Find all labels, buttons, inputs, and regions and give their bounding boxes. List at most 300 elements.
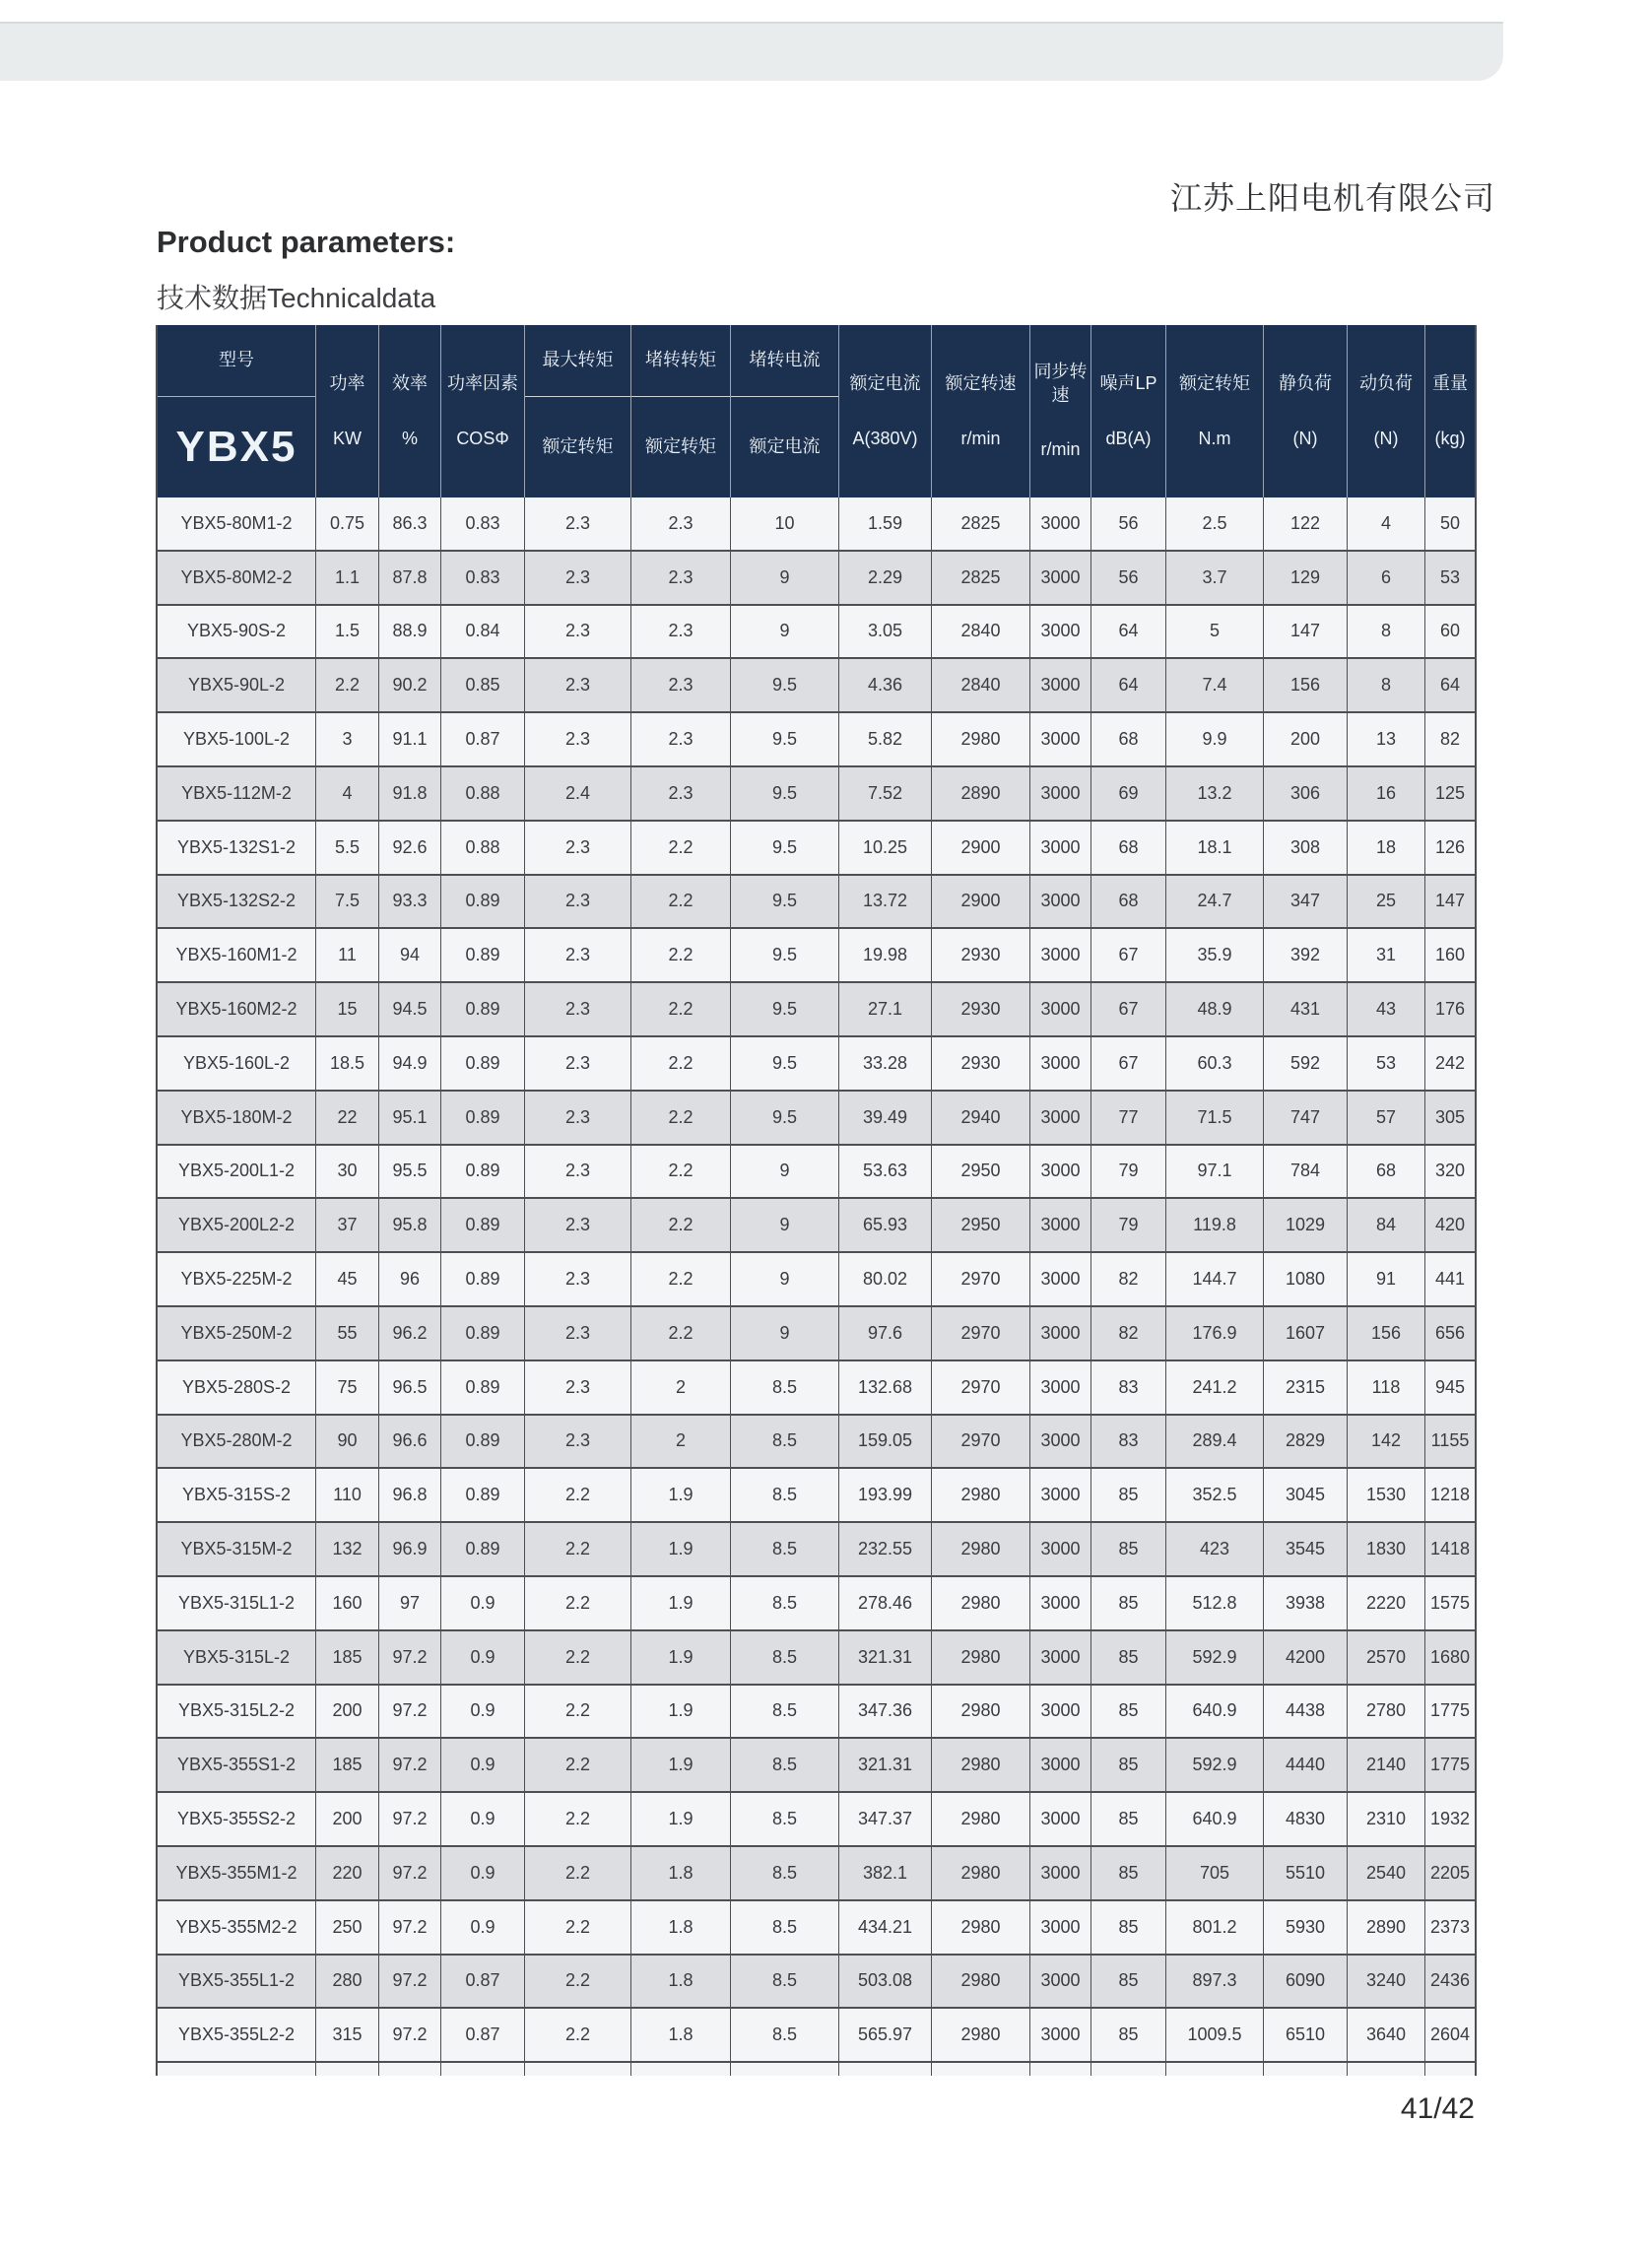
value-cell: 784 <box>1264 1146 1348 1198</box>
cut-cell <box>1425 2063 1475 2076</box>
value-cell: 159.05 <box>839 1416 932 1468</box>
value-cell: 2 <box>631 1416 731 1468</box>
value-cell: 592.9 <box>1166 1739 1264 1791</box>
value-cell: 3000 <box>1030 1847 1091 1899</box>
value-cell: 423 <box>1166 1523 1264 1575</box>
value-cell: 2.2 <box>631 1253 731 1305</box>
value-cell: 9.5 <box>731 713 839 765</box>
value-cell: 9 <box>731 1199 839 1251</box>
value-cell: 3000 <box>1030 1686 1091 1738</box>
value-cell: 2.2 <box>525 1793 631 1845</box>
value-cell: 1607 <box>1264 1307 1348 1360</box>
value-cell: 56 <box>1091 497 1166 550</box>
value-cell: 50 <box>1439 512 1461 533</box>
value-cell: 55 <box>316 1307 379 1360</box>
value-cell: 2 <box>631 1361 731 1414</box>
value-cell: 3000 <box>1030 1901 1091 1954</box>
value-cell: 1680 <box>1429 1646 1471 1667</box>
value-cell: 8.5 <box>731 1361 839 1414</box>
value-cell: 5930 <box>1264 1901 1348 1954</box>
value-cell: 3000 <box>1030 1199 1091 1251</box>
value-cell: 3640 <box>1348 2009 1425 2061</box>
table-row <box>158 767 1475 822</box>
value-cell: 2840 <box>932 659 1030 711</box>
company-name: 江苏上阳电机有限公司 <box>1169 180 1495 216</box>
value-cell: 2890 <box>932 767 1030 820</box>
model-cell: YBX5-100L-2 <box>158 713 316 765</box>
value-cell: 48.9 <box>1166 983 1264 1035</box>
value-cell: 2.2 <box>631 1092 731 1144</box>
value-cell: 3045 <box>1264 1469 1348 1521</box>
value-cell: 0.88 <box>441 767 525 820</box>
header-bottom-label: (N) <box>1292 428 1318 448</box>
value-cell: 5510 <box>1264 1847 1348 1899</box>
value-cell: 200 <box>316 1686 379 1738</box>
value-cell: 2.3 <box>525 983 631 1035</box>
header-top-label: 功率 <box>329 373 365 394</box>
value-cell: 8 <box>1348 606 1425 658</box>
value-cell: 96.2 <box>379 1307 441 1360</box>
value-cell: 110 <box>316 1469 379 1521</box>
value-cell: 68 <box>1091 822 1166 874</box>
value-cell: 945 <box>1434 1376 1466 1397</box>
value-cell: 220 <box>316 1847 379 1899</box>
header-top-label: 动负荷 <box>1359 373 1413 394</box>
model-cell: YBX5-355L1-2 <box>158 1956 316 2008</box>
value-cell: 97 <box>379 1577 441 1629</box>
model-cell: YBX5-355M1-2 <box>158 1847 316 1899</box>
value-cell: 1830 <box>1348 1523 1425 1575</box>
value-cell: 347.36 <box>839 1686 932 1738</box>
value-cell: 1418 <box>1429 1539 1471 1559</box>
value-cell: 1.8 <box>631 2009 731 2061</box>
header-top-label: 重量 <box>1432 373 1468 394</box>
value-cell: 2.3 <box>631 552 731 604</box>
value-cell: 2780 <box>1348 1686 1425 1738</box>
value-cell: 96 <box>379 1253 441 1305</box>
value-cell: 9.5 <box>731 929 839 981</box>
value-cell: 83 <box>1091 1416 1166 1468</box>
value-cell: 2.3 <box>525 659 631 711</box>
value-cell: 3240 <box>1348 1956 1425 2008</box>
model-cell: YBX5-180M-2 <box>158 1092 316 1144</box>
value-cell: 0.83 <box>441 552 525 604</box>
cut-cell <box>839 2063 932 2076</box>
value-cell: 1.9 <box>631 1469 731 1521</box>
value-cell: 2.3 <box>525 1199 631 1251</box>
value-cell: 2.5 <box>1166 497 1264 550</box>
value-cell: 79 <box>1091 1199 1166 1251</box>
header-model-series: YBX5 <box>175 423 297 472</box>
value-cell: 91.8 <box>379 767 441 820</box>
value-cell: 2970 <box>932 1307 1030 1360</box>
header-top-label: 噪声LP <box>1099 373 1157 394</box>
value-cell: 4 <box>316 767 379 820</box>
value-cell: 2.3 <box>631 713 731 765</box>
value-cell: 31 <box>1348 929 1425 981</box>
value-cell: 97.1 <box>1166 1146 1264 1198</box>
value-cell: 25 <box>1348 876 1425 928</box>
value-cell: 0.83 <box>441 497 525 550</box>
value-cell: 80.02 <box>839 1253 932 1305</box>
value-cell: 242 <box>1434 1052 1466 1073</box>
value-cell: 2829 <box>1264 1416 1348 1468</box>
value-cell: 232.55 <box>839 1523 932 1575</box>
value-cell: 156 <box>1264 659 1348 711</box>
header-col-9 <box>1030 325 1091 497</box>
value-cell: 2.2 <box>525 1847 631 1899</box>
model-cell: YBX5-355S2-2 <box>158 1793 316 1845</box>
value-cell: 0.9 <box>441 1901 525 1954</box>
table-row <box>158 1037 1475 1092</box>
value-cell: 13 <box>1348 713 1425 765</box>
value-cell: 122 <box>1264 497 1348 550</box>
value-cell: 289.4 <box>1166 1416 1264 1468</box>
value-cell: 160 <box>316 1577 379 1629</box>
value-cell: 1.9 <box>631 1793 731 1845</box>
table-row <box>158 1146 1475 1200</box>
value-cell: 2980 <box>932 1739 1030 1791</box>
value-cell: 0.89 <box>441 1307 525 1360</box>
header-col-1 <box>316 325 379 497</box>
value-cell: 2.2 <box>316 659 379 711</box>
value-cell: 1775 <box>1429 1755 1471 1775</box>
value-cell: 24.7 <box>1166 876 1264 928</box>
value-cell: 0.9 <box>441 1793 525 1845</box>
value-cell: 147 <box>1434 891 1466 911</box>
cut-cell <box>1348 2063 1425 2076</box>
table-row <box>158 1901 1475 1956</box>
value-cell: 2.3 <box>525 552 631 604</box>
header-col-13 <box>1348 325 1425 497</box>
value-cell: 30 <box>316 1146 379 1198</box>
value-cell: 2.2 <box>525 1469 631 1521</box>
value-cell: 3000 <box>1030 552 1091 604</box>
value-cell: 53.63 <box>839 1146 932 1198</box>
value-cell: 2.3 <box>525 1146 631 1198</box>
value-cell: 2980 <box>932 1523 1030 1575</box>
value-cell: 3000 <box>1030 2009 1091 2061</box>
table-body <box>158 497 1475 2063</box>
value-cell: 434.21 <box>839 1901 932 1954</box>
value-cell: 2.2 <box>525 1956 631 2008</box>
value-cell: 94.5 <box>379 983 441 1035</box>
value-cell: 9.5 <box>731 1037 839 1090</box>
value-cell: 321.31 <box>839 1739 932 1791</box>
value-cell: 2315 <box>1264 1361 1348 1414</box>
value-cell: 0.89 <box>441 1253 525 1305</box>
value-cell: 79 <box>1091 1146 1166 1198</box>
value-cell: 392 <box>1264 929 1348 981</box>
value-cell: 2.2 <box>631 1146 731 1198</box>
value-cell: 16 <box>1348 767 1425 820</box>
value-cell: 0.89 <box>441 983 525 1035</box>
value-cell: 2900 <box>932 822 1030 874</box>
value-cell: 90 <box>316 1416 379 1468</box>
value-cell: 747 <box>1264 1092 1348 1144</box>
value-cell: 420 <box>1434 1215 1466 1235</box>
table-row <box>158 983 1475 1037</box>
model-cell: YBX5-250M-2 <box>158 1307 316 1360</box>
value-cell: 200 <box>1264 713 1348 765</box>
value-cell: 5.5 <box>316 822 379 874</box>
value-cell: 3000 <box>1030 1416 1091 1468</box>
value-cell: 640.9 <box>1166 1686 1264 1738</box>
value-cell: 9 <box>731 606 839 658</box>
value-cell: 176.9 <box>1166 1307 1264 1360</box>
header-top-label: 效率 <box>392 373 428 394</box>
value-cell: 10 <box>731 497 839 550</box>
value-cell: 1.9 <box>631 1523 731 1575</box>
value-cell: 60 <box>1439 621 1461 641</box>
value-cell: 68 <box>1348 1146 1425 1198</box>
value-cell: 91.1 <box>379 713 441 765</box>
value-cell: 2950 <box>932 1146 1030 1198</box>
value-cell: 3000 <box>1030 713 1091 765</box>
value-cell: 503.08 <box>839 1956 932 2008</box>
value-cell: 97.2 <box>379 1901 441 1954</box>
value-cell: 45 <box>316 1253 379 1305</box>
model-cell: YBX5-355S1-2 <box>158 1739 316 1791</box>
value-cell: 2.3 <box>631 767 731 820</box>
value-cell: 1009.5 <box>1166 2009 1264 2061</box>
table-header-row <box>158 325 1475 497</box>
value-cell: 2930 <box>932 929 1030 981</box>
value-cell: 3000 <box>1030 1577 1091 1629</box>
value-cell: 97.2 <box>379 1686 441 1738</box>
value-cell: 1.9 <box>631 1739 731 1791</box>
value-cell: 9.5 <box>731 659 839 711</box>
value-cell: 19.98 <box>839 929 932 981</box>
value-cell: 85 <box>1091 1739 1166 1791</box>
header-col-7 <box>839 325 932 497</box>
value-cell: 2.3 <box>631 606 731 658</box>
header-top-label: 静负荷 <box>1279 373 1332 394</box>
value-cell: 0.87 <box>441 713 525 765</box>
value-cell: 280 <box>316 1956 379 2008</box>
value-cell: 1932 <box>1429 1809 1471 1829</box>
value-cell: 8.5 <box>731 1793 839 1845</box>
value-cell: 0.9 <box>441 1631 525 1684</box>
table-row <box>158 1523 1475 1577</box>
header-model-label: 型号 <box>158 325 315 397</box>
header-col-model <box>158 325 316 497</box>
model-cell: YBX5-200L2-2 <box>158 1199 316 1251</box>
value-cell: 9.5 <box>731 876 839 928</box>
model-cell: YBX5-355L2-2 <box>158 2009 316 2061</box>
value-cell: 75 <box>316 1361 379 1414</box>
value-cell: 7.5 <box>316 876 379 928</box>
value-cell: 1.1 <box>316 552 379 604</box>
value-cell: 9 <box>731 1307 839 1360</box>
header-bottom-label: (N) <box>1373 428 1399 448</box>
value-cell: 0.89 <box>441 876 525 928</box>
value-cell: 64 <box>1091 659 1166 711</box>
model-cell: YBX5-112M-2 <box>158 767 316 820</box>
value-cell: 3000 <box>1030 1253 1091 1305</box>
value-cell: 1155 <box>1430 1430 1470 1451</box>
table-row <box>158 1469 1475 1523</box>
value-cell: 87.8 <box>379 552 441 604</box>
value-cell: 3000 <box>1030 1092 1091 1144</box>
value-cell: 68 <box>1091 713 1166 765</box>
value-cell: 4438 <box>1264 1686 1348 1738</box>
value-cell: 9.9 <box>1166 713 1264 765</box>
value-cell: 39.49 <box>839 1092 932 1144</box>
value-cell: 2980 <box>932 1469 1030 1521</box>
model-cell: YBX5-315M-2 <box>158 1523 316 1575</box>
cut-cell <box>316 2063 379 2076</box>
value-cell: 85 <box>1091 1577 1166 1629</box>
page-subtitle: 技术数据Technicaldata <box>157 283 436 313</box>
value-cell: 84 <box>1348 1199 1425 1251</box>
value-cell: 85 <box>1091 1956 1166 2008</box>
value-cell: 85 <box>1091 1901 1166 1954</box>
value-cell: 2950 <box>932 1199 1030 1251</box>
value-cell: 129 <box>1264 552 1348 604</box>
value-cell: 85 <box>1091 2009 1166 2061</box>
value-cell: 3000 <box>1030 1631 1091 1684</box>
table-row <box>158 822 1475 876</box>
value-cell: 565.97 <box>839 2009 932 2061</box>
value-cell: 3938 <box>1264 1577 1348 1629</box>
value-cell: 2436 <box>1429 1970 1471 1991</box>
value-cell: 200 <box>316 1793 379 1845</box>
value-cell: 132 <box>316 1523 379 1575</box>
value-cell: 1.8 <box>631 1956 731 2008</box>
value-cell: 95.8 <box>379 1199 441 1251</box>
value-cell: 2980 <box>932 1577 1030 1629</box>
value-cell: 2825 <box>932 497 1030 550</box>
header-bottom-label: r/min <box>960 428 1001 448</box>
value-cell: 2.3 <box>525 713 631 765</box>
value-cell: 2980 <box>932 713 1030 765</box>
value-cell: 85 <box>1091 1686 1166 1738</box>
value-cell: 8.5 <box>731 1577 839 1629</box>
value-cell: 2205 <box>1429 1862 1471 1883</box>
cut-cell <box>731 2063 839 2076</box>
value-cell: 85 <box>1091 1469 1166 1521</box>
header-bottom-label: KW <box>333 428 362 448</box>
value-cell: 3545 <box>1264 1523 1348 1575</box>
value-cell: 18 <box>1348 822 1425 874</box>
model-cell: YBX5-132S1-2 <box>158 822 316 874</box>
value-cell: 2.2 <box>525 1577 631 1629</box>
value-cell: 2.2 <box>525 1686 631 1738</box>
value-cell: 85 <box>1091 1847 1166 1899</box>
value-cell: 315 <box>316 2009 379 2061</box>
header-bottom-label: COSΦ <box>456 428 509 448</box>
value-cell: 56 <box>1091 552 1166 604</box>
value-cell: 94.9 <box>379 1037 441 1090</box>
value-cell: 27.1 <box>839 983 932 1035</box>
value-cell: 193.99 <box>839 1469 932 1521</box>
value-cell: 3.7 <box>1166 552 1264 604</box>
value-cell: 3000 <box>1030 1739 1091 1791</box>
value-cell: 8.5 <box>731 1416 839 1468</box>
cut-cell <box>441 2063 525 2076</box>
header-bottom-label: 额定电流 <box>749 436 821 457</box>
value-cell: 132.68 <box>839 1361 932 1414</box>
value-cell: 320 <box>1434 1161 1466 1181</box>
value-cell: 241.2 <box>1166 1361 1264 1414</box>
value-cell: 2.2 <box>631 876 731 928</box>
value-cell: 308 <box>1264 822 1348 874</box>
value-cell: 2.3 <box>525 1307 631 1360</box>
value-cell: 9.5 <box>731 822 839 874</box>
value-cell: 2840 <box>932 606 1030 658</box>
value-cell: 801.2 <box>1166 1901 1264 1954</box>
value-cell: 3000 <box>1030 659 1091 711</box>
value-cell: 2.3 <box>525 1253 631 1305</box>
value-cell: 2.2 <box>525 1901 631 1954</box>
table-row <box>158 1631 1475 1686</box>
value-cell: 2970 <box>932 1253 1030 1305</box>
value-cell: 7.4 <box>1166 659 1264 711</box>
value-cell: 118 <box>1348 1361 1425 1414</box>
value-cell: 96.9 <box>379 1523 441 1575</box>
value-cell: 278.46 <box>839 1577 932 1629</box>
value-cell: 83 <box>1091 1361 1166 1414</box>
value-cell: 2890 <box>1348 1901 1425 1954</box>
value-cell: 8.5 <box>731 1523 839 1575</box>
value-cell: 7.52 <box>839 767 932 820</box>
value-cell: 0.85 <box>441 659 525 711</box>
header-col-10 <box>1091 325 1166 497</box>
value-cell: 3000 <box>1030 1146 1091 1198</box>
value-cell: 77 <box>1091 1092 1166 1144</box>
value-cell: 347.37 <box>839 1793 932 1845</box>
value-cell: 126 <box>1434 836 1466 857</box>
value-cell: 0.89 <box>441 1523 525 1575</box>
value-cell: 0.87 <box>441 1956 525 2008</box>
value-cell: 512.8 <box>1166 1577 1264 1629</box>
table-row <box>158 1199 1475 1253</box>
value-cell: 0.89 <box>441 1469 525 1521</box>
value-cell: 2.3 <box>525 929 631 981</box>
value-cell: 1.8 <box>631 1847 731 1899</box>
value-cell: 2980 <box>932 1631 1030 1684</box>
table-row <box>158 1416 1475 1470</box>
value-cell: 85 <box>1091 1631 1166 1684</box>
header-col-5 <box>631 325 731 497</box>
table-row <box>158 659 1475 713</box>
header-bottom-label: N.m <box>1198 428 1231 448</box>
header-col-6 <box>731 325 839 497</box>
table-cut-row <box>158 2063 1475 2076</box>
value-cell: 2930 <box>932 1037 1030 1090</box>
header-top-label: 额定转矩 <box>1179 373 1250 394</box>
value-cell: 1.9 <box>631 1577 731 1629</box>
value-cell: 1.9 <box>631 1686 731 1738</box>
model-cell: YBX5-355M2-2 <box>158 1901 316 1954</box>
model-cell: YBX5-200L1-2 <box>158 1146 316 1198</box>
table-row <box>158 497 1475 552</box>
value-cell: 2.3 <box>525 1361 631 1414</box>
value-cell: 0.9 <box>441 1739 525 1791</box>
model-cell: YBX5-160M1-2 <box>158 929 316 981</box>
value-cell: 4830 <box>1264 1793 1348 1845</box>
table-row <box>158 1361 1475 1416</box>
value-cell: 8.5 <box>731 1901 839 1954</box>
value-cell: 2.3 <box>631 659 731 711</box>
header-bottom-label: 额定转矩 <box>645 436 716 457</box>
value-cell: 0.89 <box>441 1092 525 1144</box>
value-cell: 3.05 <box>839 606 932 658</box>
model-cell: YBX5-315L2-2 <box>158 1686 316 1738</box>
value-cell: 1.5 <box>316 606 379 658</box>
value-cell: 8.5 <box>731 1847 839 1899</box>
